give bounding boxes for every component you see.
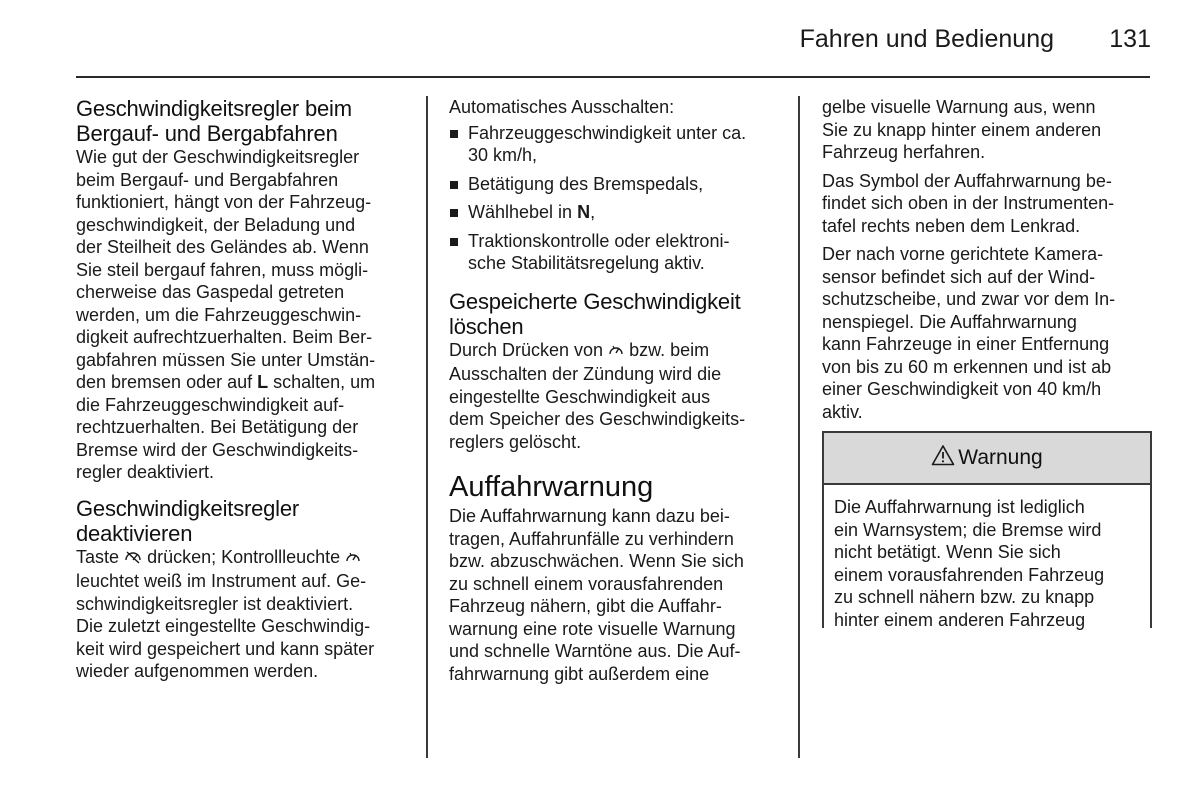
text-line: Die zuletzt eingestellte Geschwindig- [76,616,371,636]
text-line: Wie gut der Geschwindigkeitsregler [76,147,360,167]
page-header [0,0,1200,78]
text-line: Taste [76,546,120,567]
text-line: beim Bergauf- und Bergabfahren [76,169,339,190]
cruise-control-indicator-icon [608,341,624,364]
text-line: einer Geschwindigkeit von 40 km/h [822,379,1102,399]
warning-title: Warnung [958,446,1043,469]
text-line: schwindigkeitsregler ist deaktiviert. [76,593,354,614]
text-line: eingestellte Geschwindigkeit aus [449,386,711,407]
column-left [76,96,406,683]
paragraph-deaktivieren [76,546,406,683]
bullet-icon [450,238,458,246]
text-line: geschwindigkeit, der Beladung und [76,214,356,235]
page-number: 131 [1109,25,1151,53]
heading-line: deaktivieren [76,520,193,546]
bullet-icon [450,130,458,138]
text-line: einem vorausfahrenden Fahrzeug [834,564,1105,585]
bullet-list [449,122,784,275]
text-line: gabfahren müssen Sie unter Umstän- [76,349,376,370]
heading-line: Geschwindigkeitsregler beim [76,96,352,121]
text-line: tafel rechts neben dem Lenkrad. [822,215,1081,236]
text-line: Der nach vorne gerichtete Kamera- [822,244,1104,264]
paragraph-kamerasensor [822,243,1150,423]
paragraph-loeschen [449,339,784,454]
text-line: tragen, Auffahrunfälle zu verhindern [449,528,734,549]
warning-header [824,433,1150,485]
text-line: ein Warnsystem; die Bremse wird [834,519,1102,540]
heading-line: löschen [449,313,524,339]
heading-bergauf [76,96,406,146]
text-line: digkeit aufrechtzuerhalten. Beim Ber- [76,327,373,347]
text-line: regler deaktiviert. [76,462,215,482]
text-line: Wählhebel in [468,202,578,222]
text-line: fahrwarnung gibt außerdem eine [449,663,710,684]
text-line: findet sich oben in der Instrumenten- [822,193,1115,213]
list-item [449,122,784,167]
text-line: Das Symbol der Auffahrwarnung be- [822,170,1112,191]
text-line: leuchtet weiß im Instrument auf. Ge- [76,571,367,591]
text-line: 30 km/h, [468,145,538,165]
text-line: Die Auffahrwarnung ist lediglich [834,497,1085,517]
text-line: funktioniert, hängt von der Fahrzeug- [76,192,372,212]
bullet-icon [450,181,458,189]
cruise-control-cancel-icon [124,548,142,571]
bullet-icon [450,209,458,217]
warning-box [822,431,1152,628]
text-line: Fahrzeug herfahren. [822,142,986,162]
heading-line: Bergauf- und Bergabfahren [76,121,338,146]
text-line: und schnelle Warntöne aus. Die Auf- [449,641,741,661]
cruise-control-indicator-icon [345,548,361,571]
text-line: aktiv. [822,401,863,422]
text-line: bzw. abzuschwächen. Wenn Sie sich [449,551,744,571]
text-line: drücken; Kontrollleuchte [147,546,341,567]
text-line: bzw. beim [629,339,710,360]
text-line: kann Fahrzeuge in einer Entfernung [822,334,1110,354]
text-line: den bremsen oder auf [76,372,258,392]
heading-auffahrwarnung: Auffahrwarnung [449,471,654,503]
column-divider [798,96,800,758]
text-line: Fahrzeuggeschwindigkeit unter ca. [468,122,747,143]
text-line: werden, um die Fahrzeuggeschwin- [76,304,362,325]
text-line: zu schnell einem vorausfahrenden [449,573,724,594]
column-right [822,96,1150,628]
paragraph-symbol [822,170,1150,238]
text-line: nicht betätigt. Wenn Sie sich [834,542,1061,562]
paragraph-gelbe-warnung [822,96,1150,164]
text-line: nenspiegel. Die Auffahrwarnung [822,311,1077,332]
intro-automatic-off: Automatisches Ausschalten: [449,97,675,117]
heading-deaktivieren [76,496,406,546]
text-line: schutzscheibe, und zwar vor dem In- [822,289,1116,309]
warning-body [824,485,1150,628]
list-item [449,173,784,196]
gear-position-n: N [577,202,591,222]
text-line: warnung eine rote visuelle Warnung [449,618,736,639]
paragraph-auffahrwarnung [449,505,784,685]
text-line: sche Stabilitätsregelung aktiv. [468,253,705,273]
text-line: Sie steil bergauf fahren, muss mögli- [76,259,369,280]
text-line: Traktionskontrolle oder elektroni- [468,230,730,251]
heading-loeschen [449,289,784,339]
text-line: der Steilheit des Geländes ab. Wenn [76,237,369,257]
text-line: rechtzuerhalten. Bei Betätigung der [76,417,359,437]
column-divider [426,96,428,758]
heading-line: Geschwindigkeitsregler [76,495,300,521]
text-line: Fahrzeug nähern, gibt die Auffahr- [449,596,722,616]
text-line: gelbe visuelle Warnung aus, wenn [822,97,1096,117]
section-title: Fahren und Bedienung [799,25,1054,53]
text-line: zu schnell nähern bzw. zu knapp [834,587,1095,607]
warning-text [834,496,1140,631]
text-line: , [590,202,596,222]
text-line: keit wird gespeichert und kann später [76,638,375,659]
column-middle [449,96,784,685]
header-rule [76,76,1150,78]
text-line: Betätigung des Bremspedals, [468,173,704,194]
paragraph-bergauf [76,146,406,484]
gear-position-l: L [257,372,269,392]
text-line: wieder aufgenommen werden. [76,661,319,681]
heading-line: Gespeicherte Geschwindigkeit [449,288,741,314]
text-line: Die Auffahrwarnung kann dazu bei- [449,506,730,526]
text-line: reglers gelöscht. [449,431,582,452]
text-line: sensor befindet sich auf der Wind- [822,266,1096,287]
text-line: die Fahrzeuggeschwindigkeit auf- [76,394,345,415]
text-line: schalten, um [268,372,376,392]
text-line: hinter einem anderen Fahrzeug [834,609,1086,630]
text-line: dem Speicher des Geschwindigkeits- [449,409,746,429]
list-item [449,230,784,275]
text-line: von bis zu 60 m erkennen und ist ab [822,356,1112,377]
text-line: Sie zu knapp hinter einem anderen [822,119,1102,140]
text-line: Bremse wird der Geschwindigkeits- [76,439,359,460]
text-line: cherweise das Gaspedal getreten [76,282,345,302]
warning-triangle-icon [931,444,958,472]
text-line: Ausschalten der Zündung wird die [449,364,722,384]
list-item [449,201,784,224]
text-line: Durch Drücken von [449,339,604,360]
